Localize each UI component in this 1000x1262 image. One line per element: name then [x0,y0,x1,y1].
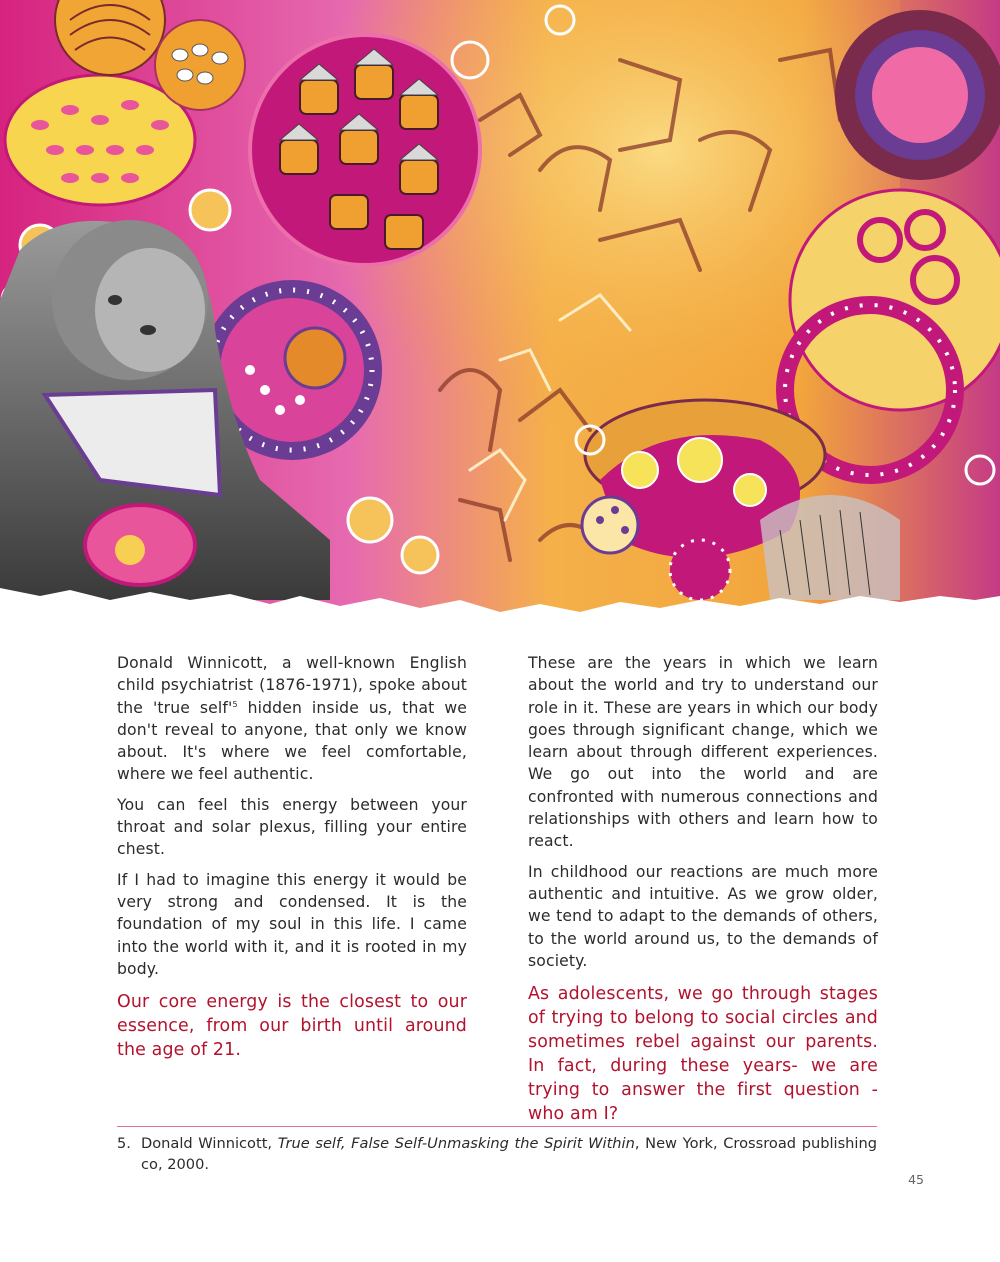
left-highlight-quote: Our core energy is the closest to our essence, from our birth until around the age of 21. [117,992,467,1061]
footnote-publication: , New York, Crossroad publishing co, 2000. [141,1135,877,1173]
left-text-column [117,652,467,1070]
magenta-house-circle [250,35,480,265]
left-paragraph-1-part-b: hidden inside us, that we don't reveal to anyone, that only we know about. It's where we feel comfortable, where we feel authentic. [117,698,467,784]
left-paragraph-3: If I had to imagine this energy it would be very strong and condensed. It is the foundation of my soul in this life. I came into the world with it, and it is rooted in my body. [117,870,467,978]
left-paragraph-1-part-a: Donald Winnicott, a well-known English child psychiatrist (1876-1971), spoke about the 'true self' [117,654,467,717]
footnote-divider [117,1126,877,1127]
right-paragraph-2: In childhood our reactions are much more authentic and intuitive. As we grow older, we tend to adapt to the demands of others, to the world around us, to the demands of society. [528,862,878,970]
pink-ring-top-right [835,10,1000,180]
footnote-number: 5. [117,1135,131,1152]
footnote-reference[interactable]: 5 [232,699,238,709]
left-paragraph-1 [117,652,467,786]
footnote-title: True self, False Self-Unmasking the Spirit Within [277,1135,635,1152]
footnote-author: Donald Winnicott, [141,1135,278,1152]
page-number: 45 [908,1172,924,1187]
footnote [117,1133,877,1175]
right-text-column [528,652,878,1134]
right-highlight-quote: As adolescents, we go through stages of trying to belong to social circles and sometimes rebel against our parents. In fact, during these years- we are trying to answer the first question - who am I? [528,984,878,1125]
left-paragraph-2: You can feel this energy between your throat and solar plexus, filling your entire chest. [117,795,467,859]
right-paragraph-1: These are the years in which we learn about the world and try to understand our role in it. These are years in which our body goes through significant change, which we learn about through different experiences. We go out into the world and are confronted with numerous connections and relationships with others and learn how to react. [528,654,878,851]
